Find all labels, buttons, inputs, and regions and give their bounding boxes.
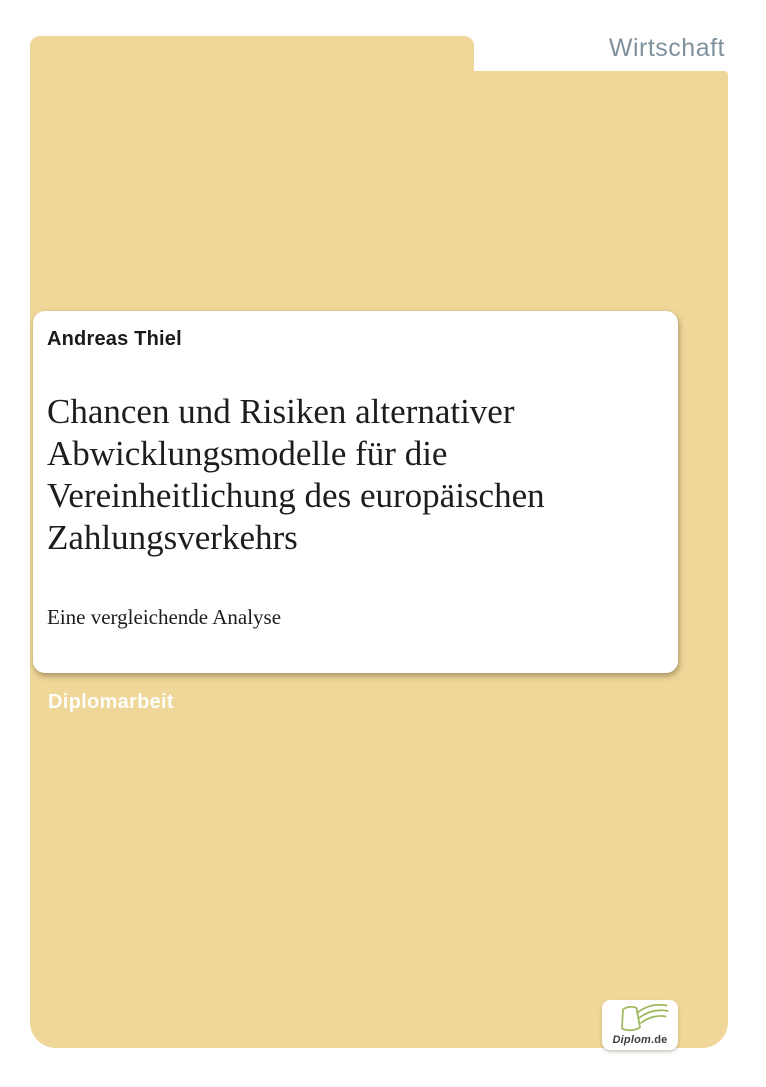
logo-text-main: Diplom (612, 1034, 651, 1046)
title-line-2: Abwicklungsmodelle für die (47, 434, 448, 473)
logo-text-suffix: .de (650, 1034, 668, 1046)
title-line-3: Vereinheitlichung des europäischen (47, 476, 545, 515)
category-label: Wirtschaft (608, 34, 725, 62)
document-type-label: Diplomarbeit (48, 691, 174, 713)
publisher-logo-text (602, 1034, 678, 1046)
author-name: Andreas Thiel (47, 328, 182, 350)
book-pages-icon (613, 1003, 669, 1033)
title-card (33, 311, 678, 673)
publisher-logo (602, 1000, 678, 1050)
book-title (47, 391, 658, 559)
title-line-1: Chancen und Risiken alternativer (47, 392, 515, 431)
title-line-4: Zahlungsverkehrs (47, 518, 298, 557)
book-subtitle: Eine vergleichende Analyse (47, 605, 282, 629)
